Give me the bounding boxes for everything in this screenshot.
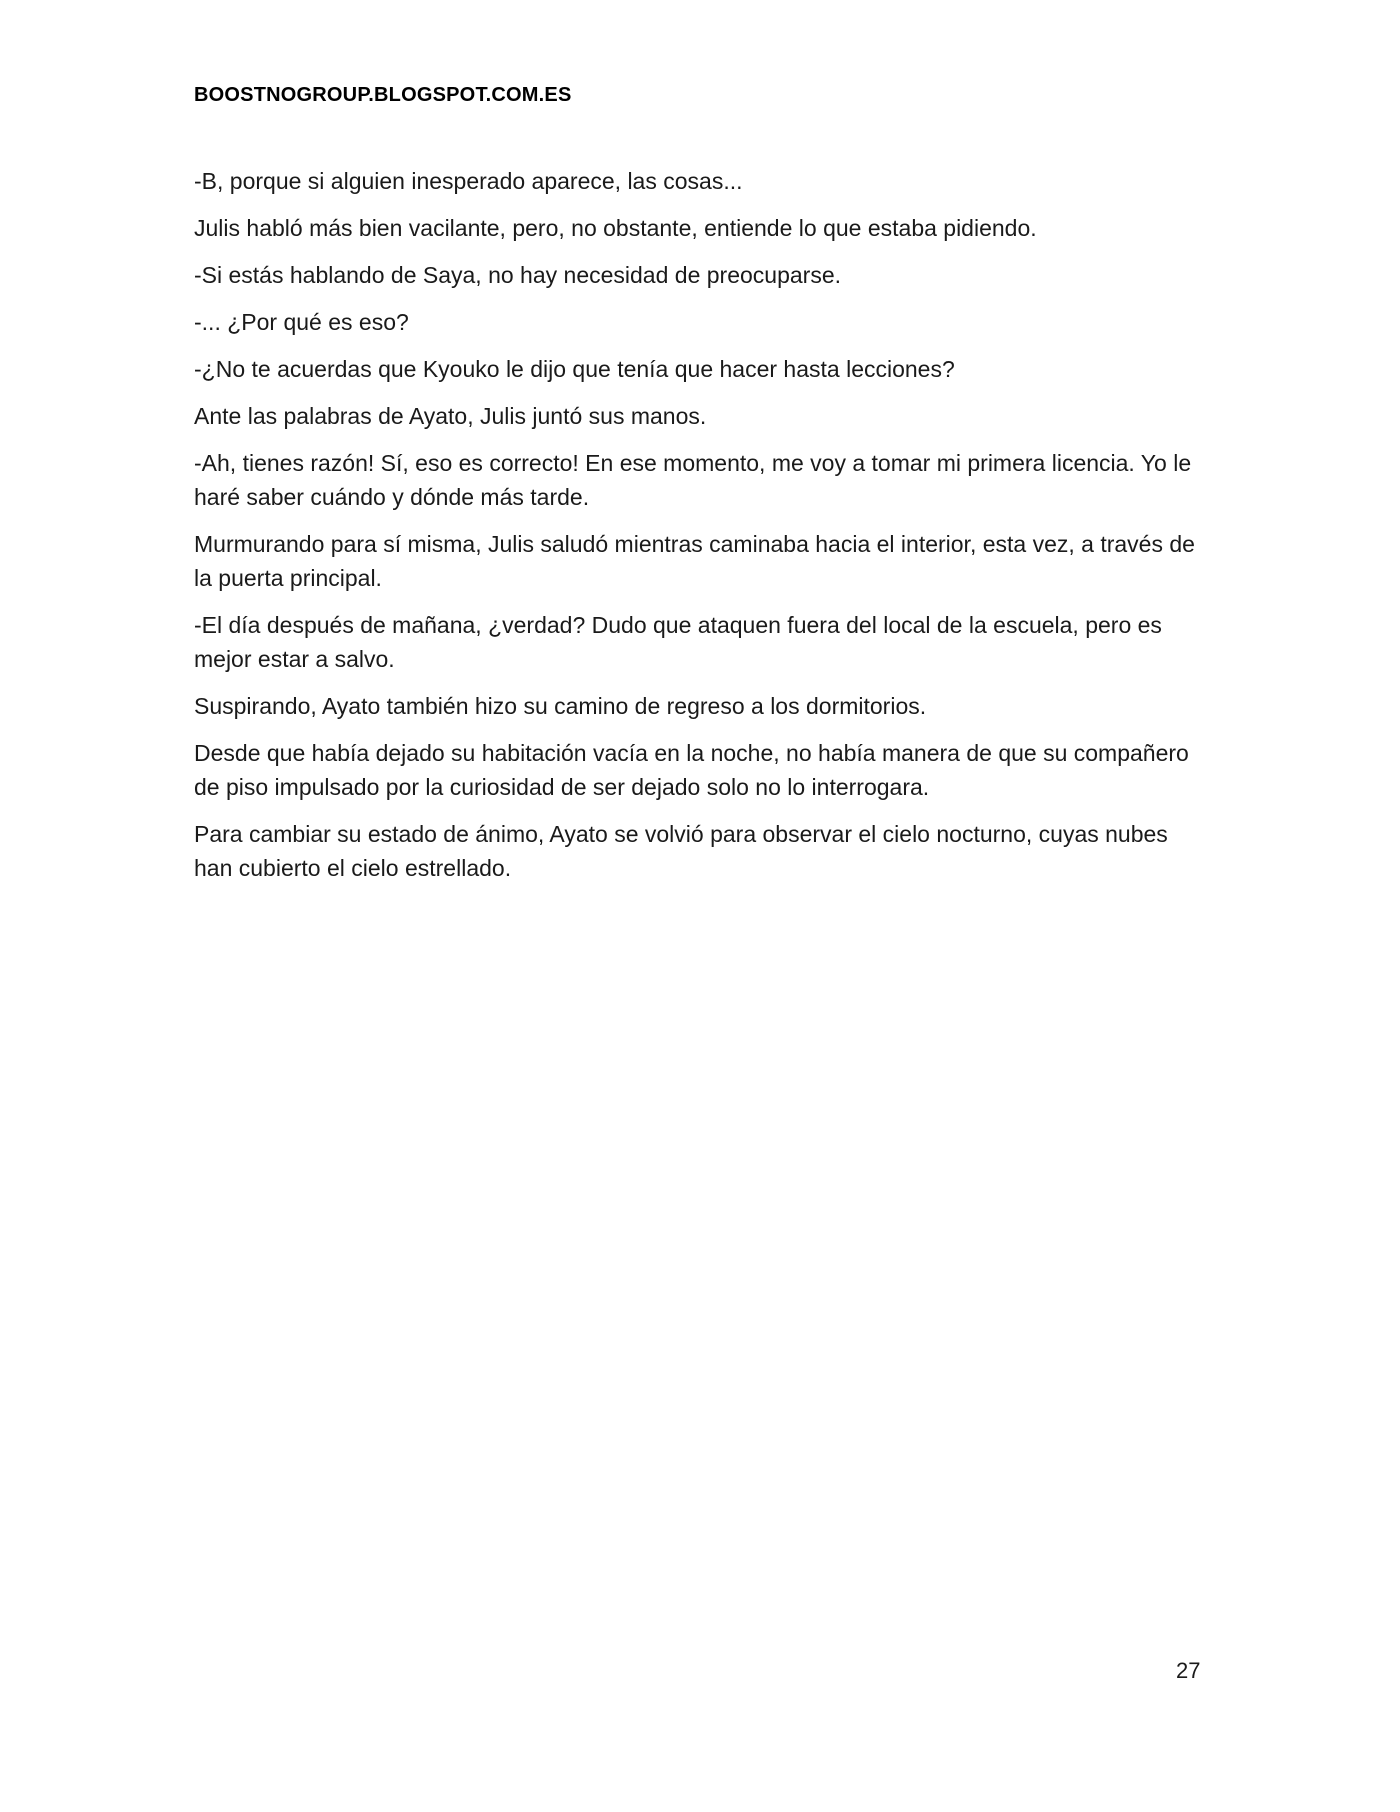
- paragraph: Suspirando, Ayato también hizo su camino de regreso a los dormitorios.: [194, 693, 927, 719]
- paragraph: Julis habló más bien vacilante, pero, no obstante, entiende lo que estaba pidiendo.: [194, 215, 1037, 241]
- page-number: 27: [1176, 1658, 1201, 1683]
- paragraph: -¿No te acuerdas que Kyouko le dijo que tenía que hacer hasta lecciones?: [194, 356, 955, 382]
- paragraph: Ante las palabras de Ayato, Julis juntó sus manos.: [194, 403, 707, 429]
- paragraph: -Ah, tienes razón! Sí, eso es correcto! En ese momento, me voy a tomar mi primera licencia. Yo le haré saber cuándo y dónde más tarde.: [194, 450, 1192, 510]
- paragraph: -El día después de mañana, ¿verdad? Dudo que ataquen fuera del local de la escuela, pero es mejor estar a salvo.: [194, 612, 1162, 672]
- paragraph: -Si estás hablando de Saya, no hay necesidad de preocuparse.: [194, 262, 841, 288]
- paragraph: Murmurando para sí misma, Julis saludó mientras caminaba hacia el interior, esta vez, a través de la puerta principal.: [194, 531, 1195, 591]
- body-text: [194, 164, 1204, 898]
- paragraph: Desde que había dejado su habitación vacía en la noche, no había manera de que su compañero de piso impulsado por la curiosidad de ser dejado solo no lo interrogara.: [194, 740, 1189, 800]
- paragraph: -B, porque si alguien inesperado aparece, las cosas...: [194, 168, 743, 194]
- paragraph: Para cambiar su estado de ánimo, Ayato se volvió para observar el cielo nocturno, cuyas nubes han cubierto el cielo estrellado.: [194, 821, 1168, 881]
- page-header-site: BOOSTNOGROUP.BLOGSPOT.COM.ES: [194, 84, 572, 106]
- paragraph: -... ¿Por qué es eso?: [194, 309, 409, 335]
